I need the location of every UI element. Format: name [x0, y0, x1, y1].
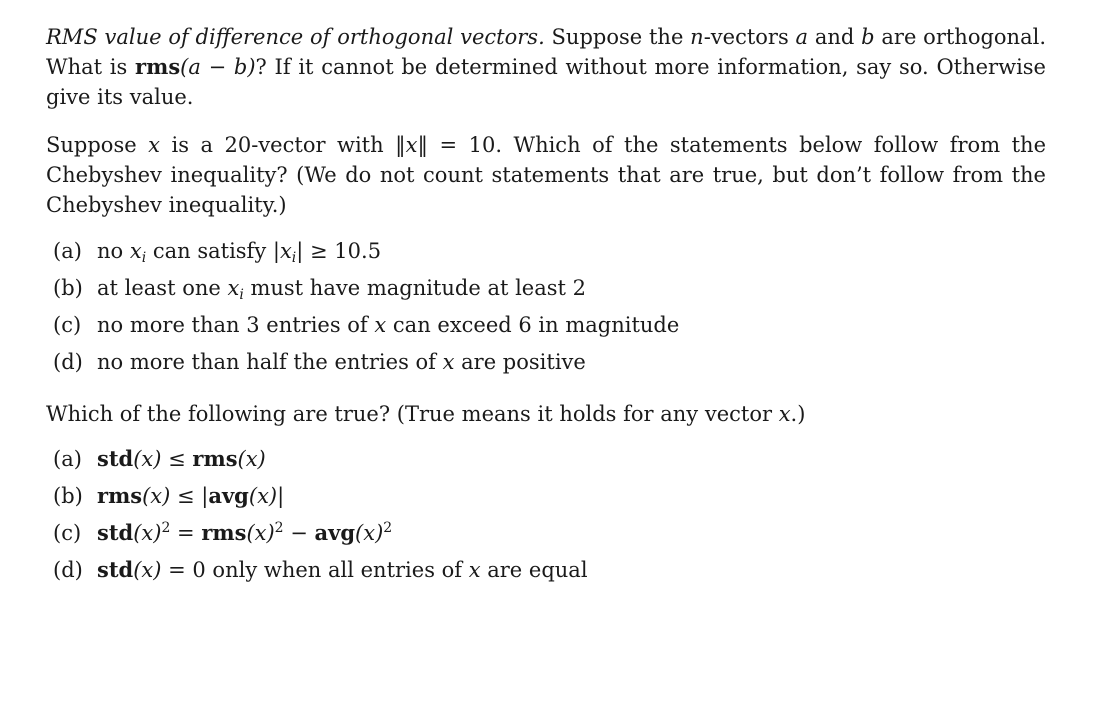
item-label: (a) — [53, 239, 82, 263]
item-text: no more than half the entries of x are positive — [97, 350, 586, 374]
text: .) — [790, 402, 806, 426]
text: = 10. Which of the statements below follow from the Chebyshev inequality? (We do not count statements that are true, but don’t follow from the Chebyshev inequality.) — [46, 133, 1047, 217]
list-item — [46, 555, 1046, 592]
document-page — [46, 22, 1046, 607]
math-x: x — [778, 402, 791, 426]
item-text: at least one $x_i$ must have magnitude at least 2 — [97, 276, 586, 303]
item-label: (b) — [53, 484, 83, 508]
text: Suppose the — [544, 25, 691, 49]
rms-operator: rms — [135, 54, 181, 79]
text: Which of the following are true? (True means it holds for any vector — [46, 402, 779, 426]
text: Suppose — [46, 133, 149, 157]
item-text: $std(x)^2 = rms(x)^2 - avg(x)^2$ — [97, 520, 393, 545]
true-false-statements — [46, 444, 1046, 592]
problem-title: RMS value of difference of orthogonal vectors. — [46, 25, 545, 49]
list-item — [46, 310, 1046, 347]
item-text: std(x) ≤ rms(x) — [97, 446, 266, 471]
item-text: no $x_i$ can satisfy $|x_i| \ge 10.5$ — [97, 239, 382, 266]
item-label: (c) — [53, 313, 82, 337]
list-item — [46, 347, 1046, 384]
item-label: (a) — [53, 447, 82, 471]
item-label: (b) — [53, 276, 83, 300]
text: are orthogonal. What is — [46, 25, 1046, 79]
chebyshev-statements — [46, 236, 1046, 384]
item-label: (d) — [53, 558, 83, 582]
list-item — [46, 236, 1046, 273]
math-a: a — [795, 25, 809, 49]
math-n: n — [690, 25, 704, 49]
text: and — [808, 25, 862, 49]
list-item — [46, 273, 1046, 310]
text: -vectors — [703, 25, 796, 49]
list-item — [46, 444, 1046, 481]
item-text: std(x) = 0 only when all entries of x are equal — [97, 557, 588, 582]
list-item — [46, 518, 1046, 555]
item-label: (c) — [53, 521, 82, 545]
problem-rms-orthogonal — [46, 22, 1046, 112]
math-norm: ‖x‖ — [395, 133, 428, 157]
math-x: x — [148, 133, 160, 157]
text: is a 20-vector with — [160, 133, 396, 157]
problem-chebyshev — [46, 130, 1046, 220]
list-item — [46, 481, 1046, 518]
problem-true-statements — [46, 399, 1046, 429]
item-text: no more than 3 entries of x can exceed 6 in magnitude — [97, 313, 680, 337]
text: ? If it cannot be determined without more information, say so. Otherwise give its value. — [46, 55, 1046, 109]
math-expression: (a − b) — [180, 55, 256, 79]
item-label: (d) — [53, 350, 83, 374]
item-text: rms(x) ≤ |avg(x)| — [97, 483, 285, 508]
math-b: b — [861, 25, 875, 49]
